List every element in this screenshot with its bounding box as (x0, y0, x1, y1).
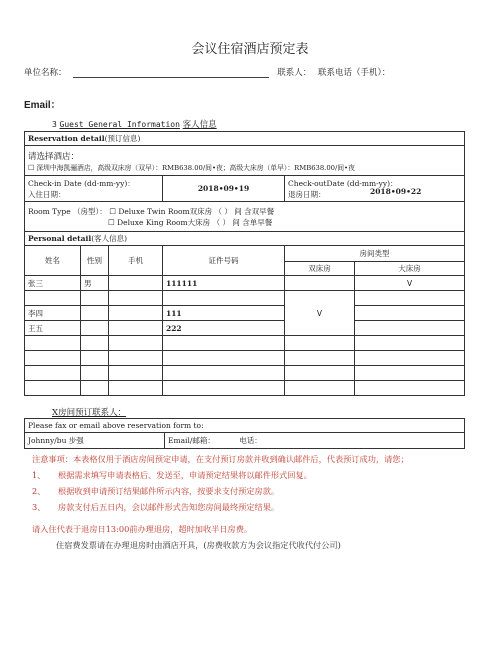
col-header-name: 姓名 (25, 246, 81, 276)
guest-name[interactable]: 李四 (25, 306, 81, 321)
guest-id[interactable]: 111 (163, 306, 285, 321)
guest-twin[interactable] (285, 276, 355, 291)
hotel-option-text: 深圳中海凯骊酒店，高级双床房（双早）：RMB638.00/间•夜；高级大床房（单早）：RMB638.00/间•夜 (36, 163, 355, 172)
email-label: Email： (24, 100, 61, 111)
contact-person-label: 联系人： (277, 68, 312, 78)
guest-mobile[interactable] (109, 321, 163, 336)
guest-mobile[interactable] (109, 291, 163, 306)
unit-name-field[interactable] (73, 69, 269, 78)
guest-king[interactable] (355, 306, 465, 321)
table-row (25, 381, 465, 396)
table-row (25, 351, 465, 366)
guest-name[interactable] (25, 366, 81, 381)
guest-mobile[interactable] (109, 276, 163, 291)
table-row (25, 276, 465, 291)
col-header-room-type: 房间类型 (285, 246, 465, 262)
guest-name[interactable]: 张三 (25, 276, 81, 291)
guest-king[interactable] (355, 291, 465, 306)
note-item: 3、 房款支付后五日内，会以邮件形式告知您房间最终预定结果。 (32, 502, 280, 512)
invoice-note: 住宿费发票请在办理退房时由酒店开具，(房费收款方为会议指定代收代付公司) (56, 540, 341, 550)
room-option-twin[interactable]: ☐ Deluxe Twin Room双床房 （ ） 间 含双早餐 (109, 206, 275, 216)
fax-note: Please fax or email above reservation form to: (25, 419, 465, 433)
guest-twin-merged-mark[interactable]: V (285, 291, 355, 336)
booking-contact-heading: X房间预订联系人： (52, 408, 127, 418)
guest-king-mark[interactable]: V (355, 276, 465, 291)
notes-intro: 注意事项：本表格仅用于酒店房间预定申请，在支付预订房款并收到确认邮件后，代表预订成功，请您； (32, 454, 409, 464)
contact-phone-label: 联系电话（手机）： (317, 68, 391, 78)
section-number: 3 (52, 120, 57, 129)
section-title-cn: 客人信息 (182, 120, 217, 130)
guest-name[interactable] (25, 351, 81, 366)
col-header-king: 大床房 (355, 262, 465, 276)
table-row (25, 366, 465, 381)
note-item: 1、 根据需求填写申请表格后、发送至，申请预定结果将以邮件形式回复。 (32, 470, 312, 480)
guest-name[interactable] (25, 291, 81, 306)
table-row (25, 306, 465, 321)
col-header-id: 证件号码 (163, 246, 285, 276)
table-row (25, 291, 465, 306)
guest-id[interactable]: 222 (163, 321, 285, 336)
guest-id[interactable] (163, 291, 285, 306)
checkin-label-cell: Check-in Date (dd-mm-yy)： 入住日期： (25, 176, 163, 202)
col-header-gender: 性别 (81, 246, 109, 276)
room-type-cell (25, 202, 465, 232)
contact-person: Johnny/bu 步强 (25, 433, 165, 449)
hotel-checkbox[interactable]: ☐ (28, 163, 35, 172)
section-title-en: Guest General Information (59, 120, 180, 129)
table-row (25, 336, 465, 351)
guest-mobile[interactable] (109, 306, 163, 321)
guest-section-heading (52, 118, 217, 130)
guest-gender[interactable] (81, 291, 109, 306)
guest-id[interactable]: 111111 (163, 276, 285, 291)
col-header-twin: 双床房 (285, 262, 355, 276)
checkin-date-value[interactable]: 2018•09•19 (163, 176, 285, 202)
table-row (25, 321, 465, 336)
guest-gender[interactable] (81, 321, 109, 336)
guest-gender[interactable] (81, 306, 109, 321)
checkout-policy: 请入住代表于退房日13:00前办理退房，超时加收半日房费。 (32, 524, 253, 534)
personal-heading: Personal detail(客人信息) (25, 232, 465, 246)
guest-king[interactable] (355, 321, 465, 336)
unit-info-row (24, 66, 390, 78)
note-item: 2、 根据收到申请预订结果邮件所示内容，按要求支付预定房款。 (32, 486, 280, 496)
guest-name[interactable] (25, 336, 81, 351)
guest-name[interactable] (25, 381, 81, 396)
contact-email-label: Email/邮箱： (168, 436, 215, 445)
select-hotel-label: 请选择酒店： (28, 151, 80, 162)
reservation-form-table (24, 131, 465, 396)
contact-table (24, 418, 465, 449)
contact-phone-label2: 电话： (239, 436, 262, 445)
room-option-king[interactable]: ☐ Deluxe King Room大床房 （ ） 间 含单早餐 (108, 217, 273, 227)
guest-name[interactable]: 王五 (25, 321, 81, 336)
reservation-heading: Reservation detail(预订信息) (25, 132, 465, 146)
page-title: 会议住宿酒店预定表 (191, 42, 309, 57)
unit-name-label: 单位名称： (24, 68, 67, 78)
guest-gender[interactable]: 男 (81, 276, 109, 291)
notes-block (32, 451, 472, 515)
room-type-label: Room Type （房型）： (28, 206, 107, 216)
checkout-date-value[interactable]: 2018•09•22 (370, 187, 422, 196)
hotel-select-cell (25, 146, 465, 176)
col-header-mobile: 手机 (109, 246, 163, 276)
contact-email-phone (165, 433, 465, 449)
checkout-label-cell: Check-outDate (dd-mm-yy)： 退房日期： (285, 176, 457, 202)
